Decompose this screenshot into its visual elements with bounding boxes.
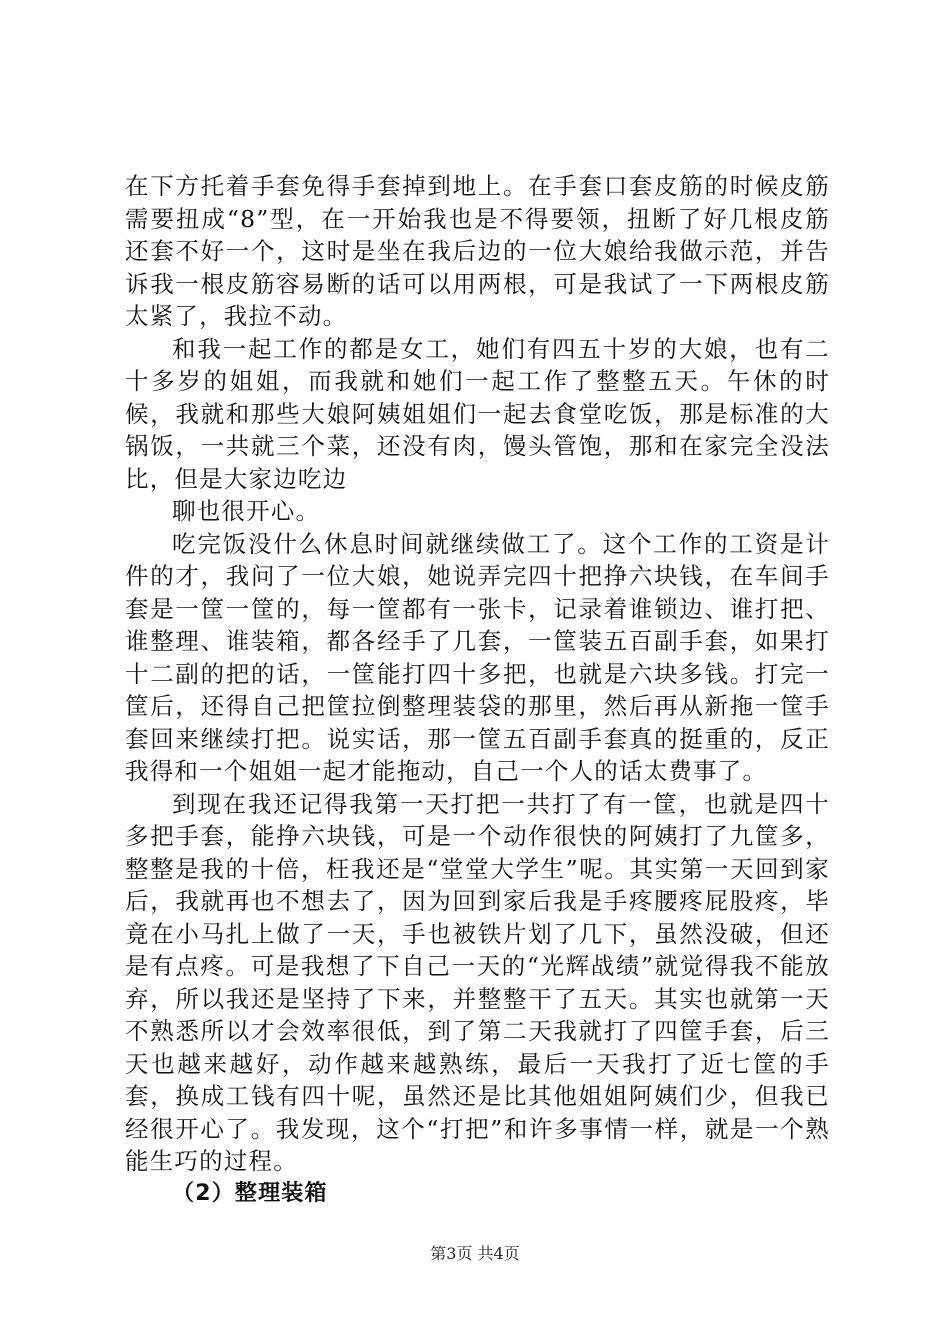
paragraph-coworkers: 和我一起工作的都是女工，她们有四五十岁的大娘，也有二十多岁的姐姐，而我就和她们一起工作了整整五天。午休的时候，我就和那些大娘阿姨姐姐们一起去食堂吃饭，那是标准的大锅饭，一共就三个菜，还没有肉，馒头管饱，那和在家完全没法比，但是大家边吃边 xyxy=(125,334,830,493)
section-heading: （2）整理装箱 xyxy=(172,1180,328,1206)
paragraph-chat: 聊也很开心。 xyxy=(172,497,321,525)
body-text xyxy=(125,170,830,1210)
page-footer: 第3页 共4页 xyxy=(430,1244,520,1263)
paragraph-continued: 在下方托着手套免得手套掉到地上。在手套口套皮筋的时候皮筋需要扭成“8”型，在一开始我也是不得要领，扭断了好几根皮筋还套不好一个，这时是坐在我后边的一位大娘给我做示范，并告诉我一根皮筋容易断的话可以用两根，可是我试了一下两根皮筋太紧了，我拉不动。 xyxy=(125,172,830,330)
paragraph-first-day: 到现在我还记得我第一天打把一共打了有一筐，也就是四十多把手套，能挣六块钱，可是一个动作很快的阿姨打了九筐多，整整是我的十倍，枉我还是“堂堂大学生”呢。其实第一天回到家后，我就再也不想去了，因为回到家后我是手疼腰疼屁股疼，毕竟在小马扎上做了一天，手也被铁片划了几下，虽然没破，但还是有点疼。可是我想了下自己一天的“光辉战绩”就觉得我不能放弃，所以我还是坚持了下来，并整整干了五天。其实也就第一天不熟悉所以才会效率很低，到了第二天我就打了四筐手套，后三天也越来越好，动作越来越熟练，最后一天我打了近七筐的手套，换成工钱有四十呢，虽然还是比其他姐姐阿姨们少，但我已经很开心了。我发现，这个“打把”和许多事情一样，就是一个熟能生巧的过程。 xyxy=(125,789,830,1175)
paragraph-wages: 吃完饭没什么休息时间就继续做工了。这个工作的工资是计件的才，我问了一位大娘，她说弄完四十把挣六块钱，在车间手套是一筐一筐的，每一筐都有一张卡，记录着谁锁边、谁打把、谁整理、谁装箱，都各经手了几套，一筐装五百副手套，如果打十二副的把的话，一筐能打四十多把，也就是六块多钱。打完一筐后，还得自己把筐拉倒整理装袋的那里，然后再从新拖一筐手套回来继续打把。说实话，那一筐五百副手套真的挺重的，反正我得和一个姐姐一起才能拖动，自己一个人的话太费事了。 xyxy=(125,529,830,785)
